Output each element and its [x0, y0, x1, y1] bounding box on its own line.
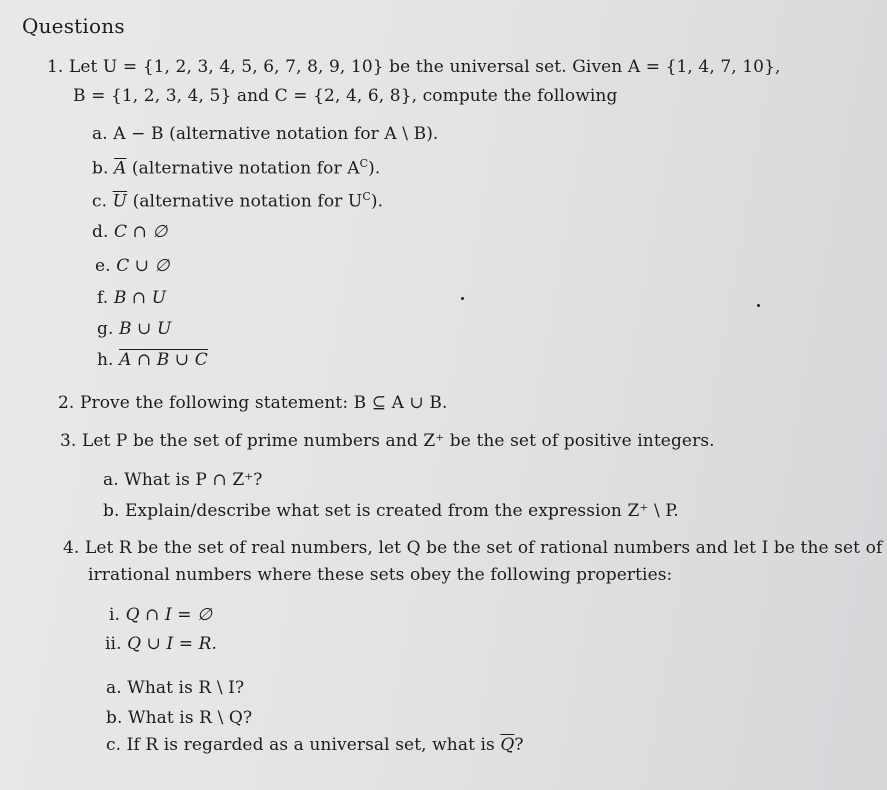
q3-part-b [103, 501, 679, 521]
q1-part-g-label: g. [97, 319, 114, 339]
paper-speck [461, 297, 464, 300]
q3-text: Let P be the set of prime numbers and Z⁺ be the set of positive integers. [81, 431, 715, 451]
q4-part-c-overline: $\overline{Q}$ [500, 735, 515, 755]
q3-number: 3. [60, 431, 77, 451]
q2-stem [58, 393, 447, 413]
q1-part-d [92, 222, 167, 242]
q4-part-c-end: ? [514, 735, 524, 755]
q3-part-a-label: a. [103, 470, 119, 490]
q1-part-c [92, 190, 383, 212]
q4-part-b-label: b. [106, 708, 123, 728]
q4-property-i-text: Q ∩ I = ∅ [125, 605, 213, 625]
q1-part-f [97, 288, 166, 308]
q4-part-a-text: What is R \ I? [127, 678, 245, 698]
q1-part-d-text: C ∩ ∅ [114, 222, 168, 242]
q3-stem [60, 431, 715, 451]
q1-part-a-text: A − B (alternative notation for A \ B). [113, 124, 439, 144]
q4-part-a-label: a. [106, 678, 122, 698]
q1-part-f-text: B ∩ U [113, 288, 167, 308]
q1-part-c-end: ). [370, 191, 384, 212]
q1-part-b-label: b. [92, 158, 109, 179]
q4-part-b [106, 708, 252, 728]
q4-property-i-label: i. [109, 605, 121, 625]
q4-part-b-text: What is R \ Q? [128, 708, 253, 728]
q1-part-a [92, 124, 438, 144]
q4-property-ii-label: ii. [105, 634, 122, 654]
q1-stem-line2: B = {1, 2, 3, 4, 5} and C = {2, 4, 6, 8}, compute the following [73, 86, 618, 106]
q1-part-c-overline: $\overline{U}$ [112, 191, 128, 212]
q4-property-i [109, 605, 212, 625]
q1-part-a-label: a. [92, 124, 108, 144]
q1-stem-line1 [47, 57, 781, 77]
q4-part-c-label: c. [106, 735, 122, 755]
q3-part-a-text: What is P ∩ Z⁺? [124, 470, 263, 490]
q1-part-e [95, 256, 170, 276]
q1-part-b-text: (alternative notation for A [126, 158, 360, 179]
q4-stem-line2: irrational numbers where these sets obey the following properties: [88, 565, 673, 585]
q4-part-c [106, 735, 524, 755]
q1-part-b-overline: $\overline{A}$ [114, 158, 127, 179]
q4-part-c-text: If R is regarded as a universal set, what is [126, 735, 501, 755]
q1-part-b-sup: C [359, 157, 369, 170]
q1-part-e-text: C ∪ ∅ [116, 256, 170, 276]
q1-number: 1. [47, 57, 64, 77]
paper-speck [757, 304, 760, 307]
q3-part-b-label: b. [103, 501, 120, 521]
q1-part-d-label: d. [92, 222, 109, 242]
q2-number: 2. [58, 393, 75, 413]
q1-part-b [92, 157, 380, 179]
q1-part-c-sup: C [362, 190, 371, 203]
q1-part-c-text: (alternative notation for U [127, 191, 363, 212]
q4-property-ii [105, 634, 217, 654]
q1-part-e-label: e. [95, 256, 111, 276]
q4-property-ii-text: Q ∪ I = R. [127, 634, 218, 654]
q3-part-b-text: Explain/describe what set is created from the expression Z⁺ \ P. [125, 501, 679, 521]
q1-part-b-end: ). [368, 158, 381, 179]
q1-part-g [97, 319, 171, 339]
q1-part-f-label: f. [97, 288, 109, 308]
q4-line1-text: Let R be the set of real numbers, let Q be the set of rational numbers and let I be the set of [84, 538, 883, 558]
q4-part-a [106, 678, 244, 698]
q4-number: 4. [63, 538, 80, 558]
q1-part-h-label: h. [97, 350, 114, 370]
q1-part-h-overline: A ∩ B ∪ C [119, 350, 208, 370]
q2-text: Prove the following statement: B ⊆ A ∪ B. [79, 393, 448, 413]
q1-part-c-label: c. [92, 191, 108, 212]
q1-line1-text: Let U = {1, 2, 3, 4, 5, 6, 7, 8, 9, 10} be the universal set. Given A = {1, 4, 7, 10}, [68, 57, 781, 77]
page-title: Questions [22, 14, 125, 38]
q4-stem-line1 [63, 538, 882, 558]
q3-part-a [103, 470, 263, 490]
q1-part-g-text: B ∪ U [119, 319, 172, 339]
q1-part-h [97, 350, 208, 370]
